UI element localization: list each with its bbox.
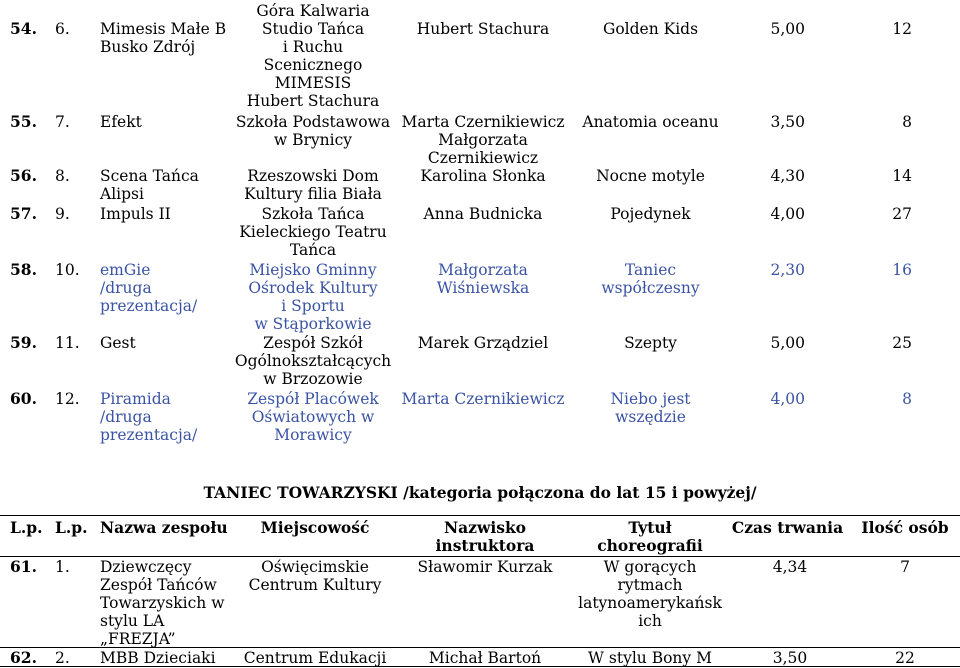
name-cell-line: emGie bbox=[100, 261, 151, 279]
header-name: Nazwa zespołu bbox=[100, 518, 228, 537]
table-border bbox=[0, 515, 960, 516]
nr-cell: 2. bbox=[55, 649, 70, 667]
header-title-line: choreografii bbox=[597, 536, 703, 555]
name-cell-line: Mimesis Małe B bbox=[100, 20, 227, 38]
instructor-cell: Marta Czernikiewicz bbox=[401, 390, 565, 408]
header-instructor-line: instruktora bbox=[435, 536, 535, 555]
place-cell-line: w Brynicy bbox=[273, 131, 353, 149]
table-border bbox=[0, 556, 960, 557]
instructor-cell-line: Małgorzata bbox=[438, 131, 528, 149]
place-cell-line: Zespół Szkół bbox=[263, 334, 363, 352]
place-cell-line: Miejsko Gminny bbox=[249, 261, 377, 279]
time-cell: 4,34 bbox=[772, 558, 808, 576]
nr-cell: 6. bbox=[55, 20, 70, 38]
name-cell-line: Piramida bbox=[100, 390, 171, 408]
place-cell-line: Studio Tańca bbox=[261, 20, 365, 38]
lp-cell: 56. bbox=[10, 166, 37, 185]
time-cell: 2,30 bbox=[770, 261, 805, 279]
title-cell-line: współczesny bbox=[601, 279, 700, 297]
place-cell-line: Oświęcimskie bbox=[261, 558, 369, 576]
lp-cell: 57. bbox=[10, 204, 37, 223]
name-cell: MBB Dzieciaki bbox=[100, 649, 216, 667]
place-cell-line: Tańca bbox=[289, 241, 337, 259]
title-cell-line: wszędzie bbox=[615, 408, 686, 426]
place-cell-line: i Ruchu bbox=[282, 38, 344, 56]
lp-cell: 61. bbox=[10, 557, 37, 576]
people-cell: 7 bbox=[900, 558, 910, 576]
place-cell-line: Rzeszowski Dom bbox=[247, 167, 379, 185]
name-cell-line: /druga bbox=[100, 408, 152, 426]
title-cell-line: Taniec bbox=[624, 261, 677, 279]
lp-cell: 62. bbox=[10, 648, 37, 667]
instructor-cell-line: Małgorzata bbox=[438, 261, 528, 279]
lp-cell: 54. bbox=[10, 19, 37, 38]
title-cell-line: latynoamerykańsk bbox=[578, 594, 722, 612]
name-cell-line: Gest bbox=[100, 334, 136, 352]
time-cell: 3,50 bbox=[770, 113, 805, 131]
time-cell: 3,50 bbox=[772, 649, 808, 667]
time-cell: 4,30 bbox=[770, 167, 805, 185]
title-cell-line: Niebo jest bbox=[610, 390, 691, 408]
people-cell: 8 bbox=[902, 113, 912, 131]
people-cell: 12 bbox=[892, 20, 912, 38]
instructor-cell: Michał Bartoń bbox=[428, 649, 542, 667]
section-heading: TANIEC TOWARZYSKI /kategoria połączona do lat 15 i powyżej/ bbox=[203, 483, 757, 502]
place-cell: Centrum Edukacji bbox=[243, 649, 387, 667]
place-cell-line: Oświatowych w bbox=[251, 408, 375, 426]
name-cell-line: Busko Zdrój bbox=[100, 38, 196, 56]
name-cell-line: prezentacja/ bbox=[100, 426, 198, 444]
place-cell-line: Góra Kalwaria bbox=[256, 2, 370, 20]
name-cell-line: Zespół Tańców bbox=[100, 576, 217, 594]
place-cell-line: i Sportu bbox=[281, 297, 345, 315]
instructor-cell: Sławomir Kurzak bbox=[417, 558, 553, 576]
people-cell: 14 bbox=[892, 167, 912, 185]
lp-cell: 55. bbox=[10, 112, 37, 131]
header-instructor-line: Nazwisko bbox=[443, 518, 527, 537]
instructor-cell: Anna Budnicka bbox=[423, 205, 543, 223]
time-cell: 5,00 bbox=[770, 334, 805, 352]
header-lp: L.p. bbox=[10, 518, 43, 537]
instructor-cell-line: Wiśniewska bbox=[436, 279, 530, 297]
nr-cell: 9. bbox=[55, 205, 70, 223]
title-cell-line: W gorących bbox=[603, 558, 697, 576]
time-cell: 4,00 bbox=[770, 390, 805, 408]
place-cell-line: Ogólnokształcących bbox=[234, 352, 392, 370]
place-cell-line: Szkoła Tańca bbox=[261, 205, 365, 223]
place-cell-line: Hubert Stachura bbox=[246, 92, 380, 110]
place-cell-line: Zespół Placówek bbox=[247, 390, 379, 408]
nr-cell: 12. bbox=[55, 390, 80, 408]
title-cell-line: rytmach bbox=[617, 576, 683, 594]
place-cell-line: Szkoła Podstawowa bbox=[235, 113, 391, 131]
nr-cell: 10. bbox=[55, 261, 80, 279]
lp-cell: 60. bbox=[10, 389, 37, 408]
title-cell: Golden Kids bbox=[602, 20, 699, 38]
place-cell-line: Scenicznego bbox=[263, 56, 363, 74]
time-cell: 4,00 bbox=[770, 205, 805, 223]
title-cell: Szepty bbox=[624, 334, 677, 352]
nr-cell: 8. bbox=[55, 167, 70, 185]
name-cell-line: stylu LA bbox=[100, 612, 165, 630]
place-cell-line: MIMESIS bbox=[274, 74, 352, 92]
name-cell-line: /druga bbox=[100, 279, 152, 297]
lp-cell: 58. bbox=[10, 260, 37, 279]
instructor-cell: Hubert Stachura bbox=[416, 20, 550, 38]
people-cell: 8 bbox=[902, 390, 912, 408]
nr-cell: 7. bbox=[55, 113, 70, 131]
name-cell-line: Towarzyskich w bbox=[100, 594, 225, 612]
name-cell-line: Scena Tańca bbox=[100, 167, 199, 185]
header-people: Ilość osób bbox=[861, 518, 949, 537]
title-cell-line: ich bbox=[638, 612, 662, 630]
place-cell-line: Ośrodek Kultury bbox=[248, 279, 378, 297]
name-cell-line: prezentacja/ bbox=[100, 297, 198, 315]
header-place: Miejscowość bbox=[260, 518, 370, 537]
people-cell: 22 bbox=[895, 649, 915, 667]
title-cell: Anatomia oceanu bbox=[582, 113, 719, 131]
name-cell-line: Dziewczęcy bbox=[100, 558, 192, 576]
place-cell-line: w Stąporkowie bbox=[254, 315, 372, 333]
people-cell: 16 bbox=[892, 261, 912, 279]
title-cell: W stylu Bony M bbox=[588, 649, 712, 667]
name-cell-line: Efekt bbox=[100, 113, 142, 131]
nr-cell: 11. bbox=[55, 334, 80, 352]
name-cell-line: Impuls II bbox=[100, 205, 171, 223]
instructor-cell-line: Marta Czernikiewicz bbox=[401, 113, 565, 131]
name-cell-line: Alipsi bbox=[100, 185, 144, 203]
people-cell: 25 bbox=[892, 334, 912, 352]
title-cell: Nocne motyle bbox=[596, 167, 705, 185]
name-cell-line: „FREZJA” bbox=[100, 630, 176, 648]
instructor-cell: Karolina Słonka bbox=[420, 167, 546, 185]
title-cell: Pojedynek bbox=[610, 205, 691, 223]
nr-cell: 1. bbox=[55, 558, 70, 576]
lp-cell: 59. bbox=[10, 333, 37, 352]
header-title-line: Tytuł bbox=[628, 518, 672, 537]
instructor-cell-line: Czernikiewicz bbox=[427, 149, 539, 167]
instructor-cell: Marek Grządziel bbox=[417, 334, 549, 352]
header-time: Czas trwania bbox=[731, 518, 844, 537]
header-nr: L.p. bbox=[55, 518, 88, 537]
place-cell-line: Kultury filia Biała bbox=[244, 185, 382, 203]
time-cell: 5,00 bbox=[770, 20, 805, 38]
place-cell-line: Kieleckiego Teatru bbox=[239, 223, 387, 241]
place-cell-line: w Brzozowie bbox=[263, 370, 363, 388]
place-cell-line: Morawicy bbox=[274, 426, 352, 444]
people-cell: 27 bbox=[892, 205, 912, 223]
place-cell-line: Centrum Kultury bbox=[248, 576, 382, 594]
